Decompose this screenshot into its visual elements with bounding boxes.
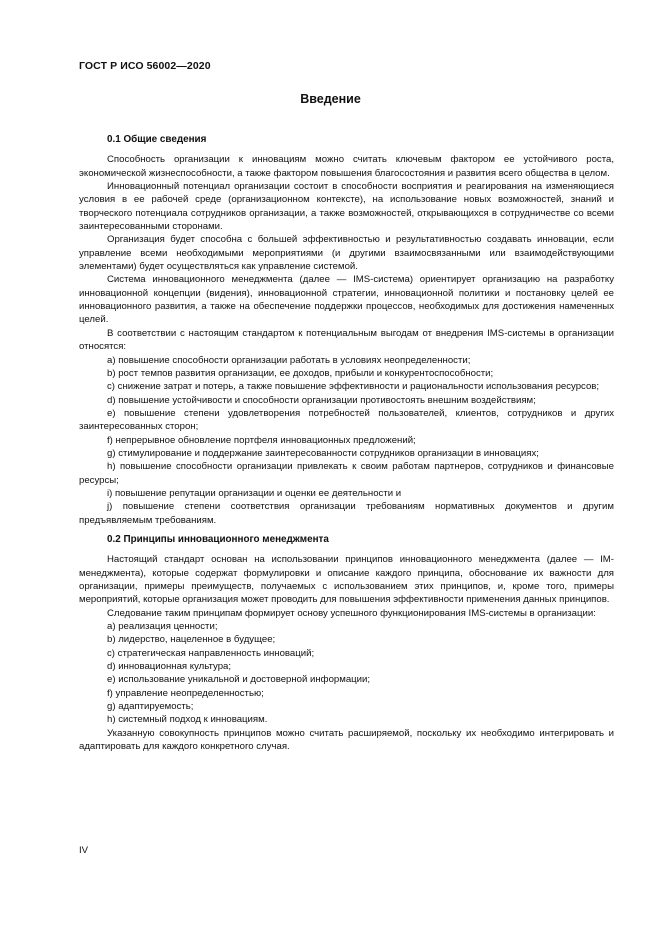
page-number: IV <box>79 845 89 856</box>
list-item: d) повышение устойчивости и способности организации противостоять внешним воздействиям; <box>107 394 536 406</box>
paragraph: Настоящий стандарт основан на использовании принципов инновационного менеджмента (далее — IM-менеджмента), которые содержат формулировки и описание каждого принципа, обоснование их важности для организации, примеры преимуществ, получаемых с использованием этих принципов, и, кроме того, примеры мероприятий, которые организация может проводить для повышения эффективности применения данных принципов. <box>79 554 614 606</box>
paragraph: Система инновационного менеджмента (далее — IMS-система) ориентирует организацию на разработку инновационной концепции (видения), инновационной стратегии, инновационной политики и постановку целей ее инновационного развития, а также на обеспечение поддержки процессов, необходимых для достижения намеченных целей. <box>79 274 614 326</box>
list-item: c) стратегическая направленность инноваций; <box>107 647 315 659</box>
list-item: e) повышение степени удовлетворения потребностей пользователей, клиентов, сотрудников и других заинтересованных сторон; <box>79 407 614 433</box>
list-item: c) снижение затрат и потерь, а также повышение эффективности и рациональности использования ресурсов; <box>107 381 600 393</box>
list-item: f) непрерывное обновление портфеля инновационных предложений; <box>107 434 416 446</box>
section-heading-principles: 0.2 Принципы инновационного менеджмента <box>107 533 329 545</box>
paragraph: Указанную совокупность принципов можно считать расширяемой, поскольку их необходимо интегрировать и адаптировать для каждого конкретного случая. <box>79 727 614 753</box>
list-item: j) повышение степени соответствия организации требованиям нормативных документов и другим предъявляемым требованиям. <box>79 501 614 526</box>
list-item: a) реализация ценности; <box>107 621 218 633</box>
paragraph: В соответствии с настоящим стандартом к потенциальным выгодам от внедрения IMS-системы в организации относятся: <box>79 327 614 353</box>
section-heading-general: 0.1 Общие сведения <box>107 134 207 145</box>
list-item: b) лидерство, нацеленное в будущее; <box>107 634 276 646</box>
list-item: h) повышение способности организации привлекать к своим работам партнеров, сотрудников и финансовые ресурсы; <box>79 461 614 486</box>
standard-header: ГОСТ Р ИСО 56002—2020 <box>79 60 211 72</box>
paragraph: Следование таким принципам формирует основу успешного функционирования IMS-системы в организации: <box>107 607 596 619</box>
list-item: f) управление неопределенностью; <box>107 687 264 699</box>
list-item: i) повышение репутации организации и оценки ее деятельности и <box>107 487 402 499</box>
list-item: g) адаптируемость; <box>107 701 194 713</box>
list-item: a) повышение способности организации работать в условиях неопределенности; <box>107 354 471 366</box>
list-item: e) использование уникальной и достоверной информации; <box>107 674 371 686</box>
list-item: g) стимулирование и поддержание заинтересованности сотрудников организации в инновациях; <box>107 447 539 459</box>
list-item: h) системный подход к инновациям. <box>107 714 268 726</box>
paragraph: Способность организации к инновациям можно считать ключевым фактором ее устойчивого роста, экономической жизнеспособности, а также фактором повышения благосостояния и развития всего общества в целом. <box>79 154 614 179</box>
body-text <box>79 133 614 753</box>
paragraph: Организация будет способна с большей эффективностью и результативностью создавать инновации, если управление всеми необходимыми мероприятиями (и другими взаимосвязанными или взаимодействующими элементами) будет осуществляться как управление системой. <box>79 234 614 273</box>
page-title: Введение <box>300 92 361 106</box>
list-item: b) рост темпов развития организации, ее доходов, прибыли и конкурентоспособности; <box>107 367 494 379</box>
list-item: d) инновационная культура; <box>107 661 232 673</box>
paragraph: Инновационный потенциал организации состоит в способности восприятия и реагирования на изменяющиеся условия в ее рабочей среде (организационном контексте), на использование новых возможностей, знаний и творческого потенциала сотрудников организации, а также возможностей, открывающихся в сотрудничестве со всеми заинтересованными сторонами. <box>79 181 614 233</box>
